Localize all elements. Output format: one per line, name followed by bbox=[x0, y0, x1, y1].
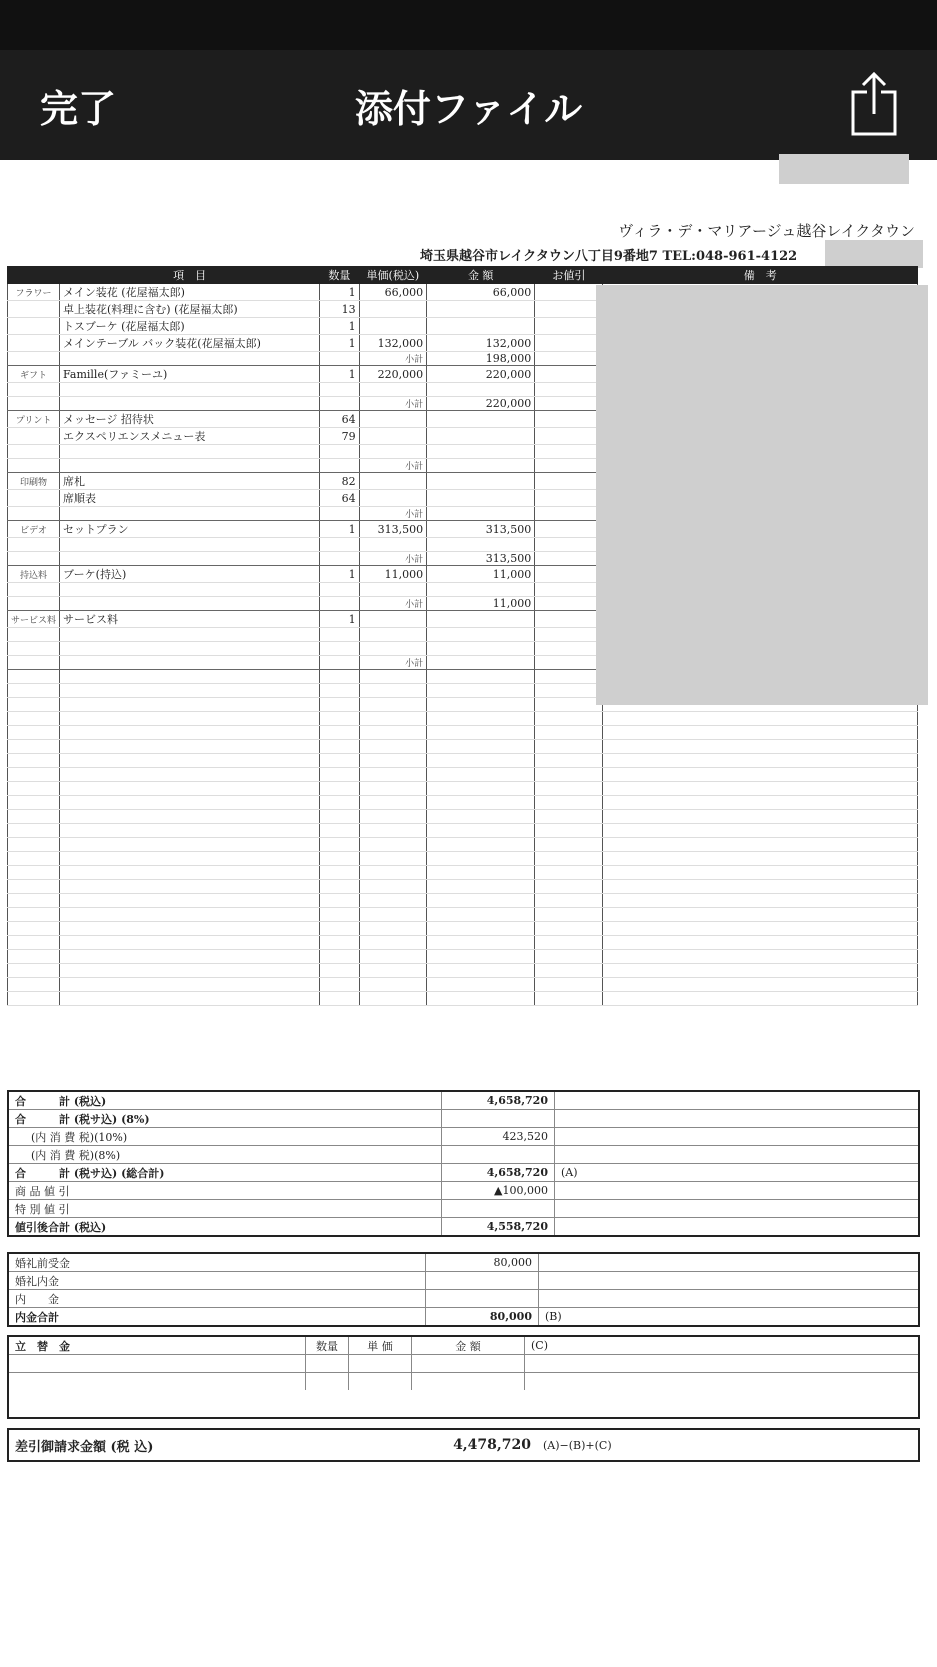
blank-row bbox=[8, 922, 918, 936]
summary-note bbox=[555, 1092, 919, 1110]
category-cell bbox=[8, 428, 60, 445]
amount-cell: 11,000 bbox=[427, 597, 535, 611]
unit-price-cell bbox=[359, 411, 427, 428]
summary-label: 婚礼内金 bbox=[9, 1272, 426, 1290]
advance-box bbox=[7, 1335, 920, 1419]
summary-amount bbox=[426, 1272, 539, 1290]
quantity-cell bbox=[320, 597, 359, 611]
amount-cell bbox=[427, 490, 535, 507]
quantity-cell bbox=[320, 583, 359, 597]
quantity-cell: 79 bbox=[320, 428, 359, 445]
discount-cell bbox=[535, 656, 603, 670]
advance-note: (C) bbox=[525, 1337, 919, 1355]
category-cell bbox=[8, 642, 60, 656]
summary-amount: 4,658,720 bbox=[442, 1092, 555, 1110]
subtotal-label: 小計 bbox=[359, 352, 427, 366]
deposit-row bbox=[9, 1290, 918, 1308]
blank-row bbox=[8, 908, 918, 922]
totals-row bbox=[9, 1146, 918, 1164]
category-cell: 持込料 bbox=[8, 566, 60, 583]
final-label: 差引御請求金額 (税 込) bbox=[15, 1439, 154, 1455]
amount-cell bbox=[427, 628, 535, 642]
venue-name: ヴィラ・デ・マリアージュ越谷レイクタウン bbox=[618, 222, 915, 240]
summary-label: 内 金 bbox=[9, 1290, 426, 1308]
category-cell bbox=[8, 445, 60, 459]
final-amount: 4,478,720 bbox=[453, 1437, 531, 1453]
quantity-cell: 13 bbox=[320, 301, 359, 318]
blank-row bbox=[8, 740, 918, 754]
quantity-cell bbox=[320, 507, 359, 521]
blank-row bbox=[8, 754, 918, 768]
summary-amount: 4,558,720 bbox=[442, 1218, 555, 1236]
category-cell bbox=[8, 383, 60, 397]
summary-label: 合 計 (税サ込) (8%) bbox=[9, 1110, 442, 1128]
discount-cell bbox=[535, 473, 603, 490]
column-header: 金 額 bbox=[427, 267, 535, 284]
category-cell bbox=[8, 459, 60, 473]
discount-cell bbox=[535, 335, 603, 352]
quantity-cell: 1 bbox=[320, 335, 359, 352]
final-note: (A)−(B)+(C) bbox=[543, 1438, 612, 1452]
item-name-cell: ブーケ(持込) bbox=[60, 566, 320, 583]
amount-cell: 313,500 bbox=[427, 552, 535, 566]
item-name-cell bbox=[60, 656, 320, 670]
summary-note bbox=[555, 1200, 919, 1218]
discount-cell bbox=[535, 459, 603, 473]
totals-row bbox=[9, 1092, 918, 1110]
discount-cell bbox=[535, 566, 603, 583]
subtotal-label: 小計 bbox=[359, 552, 427, 566]
item-name-cell: サービス料 bbox=[60, 611, 320, 628]
subtotal-label: 小計 bbox=[359, 597, 427, 611]
blank-row bbox=[8, 866, 918, 880]
totals-row bbox=[9, 1200, 918, 1218]
item-name-cell: メイン装花 (花屋福太郎) bbox=[60, 284, 320, 301]
category-cell bbox=[8, 507, 60, 521]
column-header bbox=[8, 267, 60, 284]
summary-amount: 80,000 bbox=[426, 1254, 539, 1272]
quantity-cell bbox=[320, 628, 359, 642]
navigation-bar bbox=[0, 50, 937, 160]
final-amount-box bbox=[7, 1428, 920, 1462]
quantity-cell: 1 bbox=[320, 521, 359, 538]
status-bar bbox=[0, 0, 937, 50]
summary-label: (内 消 費 税)(10%) bbox=[9, 1128, 442, 1146]
summary-amount bbox=[426, 1290, 539, 1308]
item-name-cell bbox=[60, 352, 320, 366]
quantity-cell bbox=[320, 397, 359, 411]
amount-cell bbox=[427, 459, 535, 473]
unit-price-cell bbox=[359, 383, 427, 397]
subtotal-label: 小計 bbox=[359, 507, 427, 521]
quantity-cell bbox=[320, 642, 359, 656]
amount-cell bbox=[427, 383, 535, 397]
amount-cell bbox=[427, 642, 535, 656]
item-name-cell: エクスペリエンスメニュー表 bbox=[60, 428, 320, 445]
blank-row bbox=[8, 964, 918, 978]
quantity-cell: 64 bbox=[320, 490, 359, 507]
deposit-row bbox=[9, 1308, 918, 1326]
discount-cell bbox=[535, 490, 603, 507]
amount-cell: 313,500 bbox=[427, 521, 535, 538]
blank-row bbox=[8, 838, 918, 852]
summary-amount: 423,520 bbox=[442, 1128, 555, 1146]
unit-price-cell bbox=[359, 538, 427, 552]
item-name-cell bbox=[60, 445, 320, 459]
advance-qty-header: 数量 bbox=[306, 1337, 349, 1355]
summary-label: (内 消 費 税)(8%) bbox=[9, 1146, 442, 1164]
subtotal-label: 小計 bbox=[359, 656, 427, 670]
item-name-cell: セットプラン bbox=[60, 521, 320, 538]
unit-price-cell: 66,000 bbox=[359, 284, 427, 301]
unit-price-cell bbox=[359, 318, 427, 335]
totals-row bbox=[9, 1110, 918, 1128]
unit-price-cell bbox=[359, 611, 427, 628]
summary-note bbox=[555, 1218, 919, 1236]
category-cell: ギフト bbox=[8, 366, 60, 383]
item-name-cell: メッセージ 招待状 bbox=[60, 411, 320, 428]
share-icon[interactable] bbox=[849, 70, 899, 138]
amount-cell bbox=[427, 428, 535, 445]
summary-note bbox=[539, 1290, 919, 1308]
category-cell: フラワー bbox=[8, 284, 60, 301]
category-cell bbox=[8, 538, 60, 552]
item-name-cell bbox=[60, 552, 320, 566]
quantity-cell bbox=[320, 538, 359, 552]
unit-price-cell bbox=[359, 428, 427, 445]
category-cell bbox=[8, 335, 60, 352]
summary-amount bbox=[442, 1146, 555, 1164]
quantity-cell: 1 bbox=[320, 611, 359, 628]
summary-note: (B) bbox=[545, 1310, 562, 1323]
quantity-cell bbox=[320, 445, 359, 459]
summary-note bbox=[555, 1182, 919, 1200]
category-cell bbox=[8, 552, 60, 566]
deposit-row bbox=[9, 1272, 918, 1290]
discount-cell bbox=[535, 611, 603, 628]
blank-row bbox=[8, 894, 918, 908]
amount-cell bbox=[427, 656, 535, 670]
category-cell bbox=[8, 352, 60, 366]
item-name-cell: Famille(ファミーユ) bbox=[60, 366, 320, 383]
amount-cell bbox=[427, 538, 535, 552]
unit-price-cell bbox=[359, 445, 427, 459]
blank-row bbox=[8, 782, 918, 796]
amount-cell: 220,000 bbox=[427, 366, 535, 383]
advance-label: 立 替 金 bbox=[9, 1337, 306, 1355]
unit-price-cell bbox=[359, 642, 427, 656]
summary-label: 合 計 (税込) bbox=[9, 1092, 442, 1110]
amount-cell bbox=[427, 583, 535, 597]
unit-price-cell bbox=[359, 301, 427, 318]
category-cell bbox=[8, 301, 60, 318]
discount-cell bbox=[535, 445, 603, 459]
discount-cell bbox=[535, 428, 603, 445]
quantity-cell: 1 bbox=[320, 284, 359, 301]
discount-cell bbox=[535, 628, 603, 642]
summary-label: 内金合計 bbox=[9, 1308, 426, 1326]
discount-cell bbox=[535, 642, 603, 656]
blank-row bbox=[8, 978, 918, 992]
column-header: お値引 bbox=[535, 267, 603, 284]
category-cell: サービス料 bbox=[8, 611, 60, 628]
totals-row bbox=[9, 1128, 918, 1146]
redaction-block bbox=[825, 240, 923, 268]
discount-cell bbox=[535, 521, 603, 538]
quantity-cell bbox=[320, 656, 359, 670]
item-name-cell bbox=[60, 642, 320, 656]
category-cell bbox=[8, 318, 60, 335]
blank-row bbox=[8, 852, 918, 866]
deposit-row bbox=[9, 1254, 918, 1272]
amount-cell bbox=[427, 611, 535, 628]
item-name-cell bbox=[60, 628, 320, 642]
category-cell: ビデオ bbox=[8, 521, 60, 538]
amount-cell bbox=[427, 507, 535, 521]
discount-cell bbox=[535, 284, 603, 301]
summary-label: 特 別 値 引 bbox=[9, 1200, 442, 1218]
unit-price-cell bbox=[359, 490, 427, 507]
unit-price-cell: 313,500 bbox=[359, 521, 427, 538]
quantity-cell: 1 bbox=[320, 366, 359, 383]
category-cell bbox=[8, 397, 60, 411]
discount-cell bbox=[535, 552, 603, 566]
item-name-cell: 席順表 bbox=[60, 490, 320, 507]
redaction-block bbox=[779, 154, 909, 184]
summary-amount bbox=[442, 1110, 555, 1128]
category-cell bbox=[8, 490, 60, 507]
blank-row bbox=[8, 992, 918, 1006]
item-name-cell: 卓上装花(料理に含む) (花屋福太郎) bbox=[60, 301, 320, 318]
discount-cell bbox=[535, 397, 603, 411]
amount-cell: 198,000 bbox=[427, 352, 535, 366]
amount-cell bbox=[427, 411, 535, 428]
totals-row bbox=[9, 1182, 918, 1200]
discount-cell bbox=[535, 352, 603, 366]
subtotal-label: 小計 bbox=[359, 459, 427, 473]
blank-row bbox=[8, 936, 918, 950]
item-name-cell bbox=[60, 583, 320, 597]
amount-cell: 132,000 bbox=[427, 335, 535, 352]
amount-cell bbox=[427, 445, 535, 459]
unit-price-cell bbox=[359, 583, 427, 597]
item-name-cell bbox=[60, 597, 320, 611]
quantity-cell bbox=[320, 383, 359, 397]
category-cell bbox=[8, 583, 60, 597]
quantity-cell: 82 bbox=[320, 473, 359, 490]
deposits-box bbox=[7, 1252, 920, 1327]
amount-cell bbox=[427, 301, 535, 318]
quantity-cell: 64 bbox=[320, 411, 359, 428]
category-cell: 印刷物 bbox=[8, 473, 60, 490]
category-cell bbox=[8, 597, 60, 611]
category-cell bbox=[8, 656, 60, 670]
item-name-cell bbox=[60, 459, 320, 473]
quantity-cell: 1 bbox=[320, 566, 359, 583]
blank-row bbox=[8, 950, 918, 964]
quantity-cell bbox=[320, 552, 359, 566]
summary-label: 値引後合計 (税込) bbox=[9, 1218, 442, 1236]
totals-row bbox=[9, 1218, 918, 1236]
item-name-cell: 席札 bbox=[60, 473, 320, 490]
item-name-cell bbox=[60, 397, 320, 411]
unit-price-cell: 11,000 bbox=[359, 566, 427, 583]
blank-row bbox=[8, 768, 918, 782]
item-name-cell: メインテーブル バック装花(花屋福太郎) bbox=[60, 335, 320, 352]
item-name-cell bbox=[60, 538, 320, 552]
column-header: 数量 bbox=[320, 267, 359, 284]
discount-cell bbox=[535, 366, 603, 383]
discount-cell bbox=[535, 411, 603, 428]
advance-amount-header: 金 額 bbox=[412, 1337, 525, 1355]
discount-cell bbox=[535, 301, 603, 318]
quantity-cell bbox=[320, 352, 359, 366]
blank-row bbox=[8, 712, 918, 726]
quantity-cell: 1 bbox=[320, 318, 359, 335]
quantity-cell bbox=[320, 459, 359, 473]
totals-row bbox=[9, 1164, 918, 1182]
venue-address: 埼玉県越谷市レイクタウン八丁目9番地7 TEL:048-961-4122 bbox=[420, 249, 798, 264]
column-header: 項 目 bbox=[60, 267, 320, 284]
amount-cell bbox=[427, 473, 535, 490]
nav-title: 添付ファイル bbox=[354, 87, 583, 131]
summary-label: 合 計 (税サ込) (総合計) bbox=[9, 1164, 442, 1182]
summary-note bbox=[555, 1146, 919, 1164]
discount-cell bbox=[535, 538, 603, 552]
summary-amount: ▲100,000 bbox=[442, 1182, 555, 1200]
blank-row bbox=[8, 726, 918, 740]
column-header: 単価(税込) bbox=[359, 267, 427, 284]
unit-price-cell: 132,000 bbox=[359, 335, 427, 352]
discount-cell bbox=[535, 597, 603, 611]
item-name-cell bbox=[60, 383, 320, 397]
summary-label: 商 品 値 引 bbox=[9, 1182, 442, 1200]
summary-amount: 80,000 bbox=[426, 1308, 539, 1326]
amount-cell bbox=[427, 318, 535, 335]
totals-box bbox=[7, 1090, 920, 1237]
unit-price-cell bbox=[359, 473, 427, 490]
unit-price-cell bbox=[359, 628, 427, 642]
summary-note bbox=[555, 1110, 919, 1128]
table-header-row bbox=[8, 267, 918, 284]
category-cell: プリント bbox=[8, 411, 60, 428]
blank-row bbox=[8, 824, 918, 838]
unit-price-cell: 220,000 bbox=[359, 366, 427, 383]
amount-cell: 220,000 bbox=[427, 397, 535, 411]
amount-cell: 66,000 bbox=[427, 284, 535, 301]
blank-row bbox=[8, 880, 918, 894]
summary-note bbox=[539, 1254, 919, 1272]
category-cell bbox=[8, 628, 60, 642]
column-header: 備 考 bbox=[603, 267, 918, 284]
discount-cell bbox=[535, 383, 603, 397]
summary-note: (A) bbox=[555, 1164, 919, 1182]
blank-row bbox=[8, 810, 918, 824]
discount-cell bbox=[535, 318, 603, 335]
summary-label: 婚礼前受金 bbox=[9, 1254, 426, 1272]
summary-note bbox=[555, 1128, 919, 1146]
redaction-block bbox=[596, 285, 928, 705]
summary-amount bbox=[442, 1200, 555, 1218]
discount-cell bbox=[535, 507, 603, 521]
item-name-cell bbox=[60, 507, 320, 521]
summary-note bbox=[539, 1272, 919, 1290]
amount-cell: 11,000 bbox=[427, 566, 535, 583]
item-name-cell: トスブーケ (花屋福太郎) bbox=[60, 318, 320, 335]
subtotal-label: 小計 bbox=[359, 397, 427, 411]
summary-amount: 4,658,720 bbox=[442, 1164, 555, 1182]
blank-row bbox=[8, 796, 918, 810]
advance-price-header: 単 価 bbox=[349, 1337, 412, 1355]
document-page bbox=[0, 160, 937, 1667]
done-button[interactable]: 完了 bbox=[40, 87, 117, 131]
discount-cell bbox=[535, 583, 603, 597]
